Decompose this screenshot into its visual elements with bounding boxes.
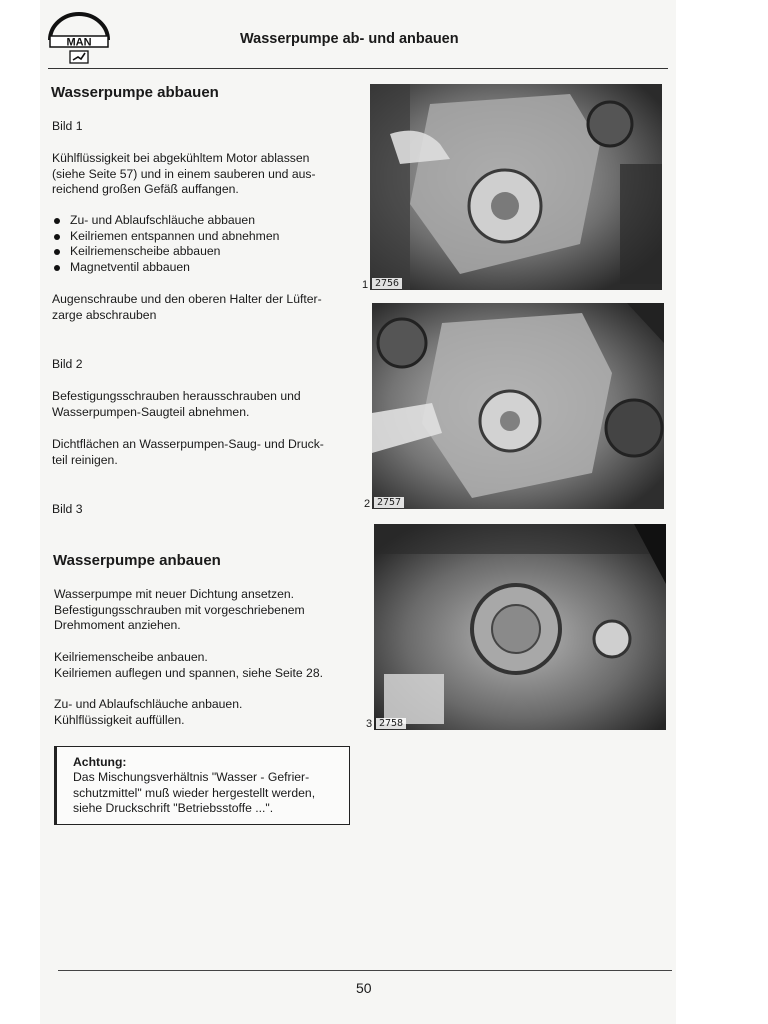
text-line: Keilriemen auflegen und spannen, siehe Seite 28. bbox=[54, 665, 323, 680]
warning-text bbox=[73, 770, 343, 817]
paragraph-hoses bbox=[54, 697, 354, 728]
engine-photo-3 bbox=[374, 524, 666, 730]
text-line: reichend großen Gefäß auffangen. bbox=[52, 182, 239, 196]
paragraph-clean-surfaces bbox=[52, 437, 352, 468]
text-line: siehe Druckschrift "Betriebsstoffe ...". bbox=[73, 801, 274, 815]
section-heading-install: Wasserpumpe anbauen bbox=[53, 552, 221, 569]
text-line: Dichtflächen an Wasserpumpen-Saug- und Druck- bbox=[52, 437, 324, 451]
text-line: Wasserpumpe mit neuer Dichtung ansetzen. bbox=[54, 587, 295, 601]
photo-code-2: 2757 bbox=[374, 497, 404, 508]
text-line: Augenschraube und den oberen Halter der Lüfter- bbox=[52, 292, 322, 306]
warning-title: Achtung: bbox=[73, 755, 127, 769]
text-line: Drehmoment anziehen. bbox=[54, 618, 181, 632]
photo-number-1: 1 bbox=[362, 279, 369, 291]
text-line: Befestigungsschrauben herausschrauben und bbox=[52, 389, 301, 403]
text-line: Befestigungsschrauben mit vorgeschriebenem bbox=[54, 602, 305, 617]
photo-code-1: 2756 bbox=[372, 278, 402, 289]
engine-photo-2-image bbox=[372, 303, 664, 509]
text-line: (siehe Seite 57) und in einem sauberen und aus- bbox=[52, 166, 316, 181]
text-line: Keilriemenscheibe anbauen. bbox=[54, 650, 208, 664]
list-item: Keilriemenscheibe abbauen bbox=[52, 244, 352, 260]
section-heading-remove: Wasserpumpe abbauen bbox=[51, 84, 219, 101]
list-item: Magnetventil abbauen bbox=[52, 260, 352, 276]
logo-lettering: MAN bbox=[66, 36, 92, 49]
engine-photo-1-image bbox=[370, 84, 662, 290]
engine-photo-1 bbox=[370, 84, 662, 290]
figure-ref-3: Bild 3 bbox=[52, 502, 83, 516]
man-logo bbox=[48, 10, 110, 64]
page-number: 50 bbox=[356, 980, 372, 996]
page-title: Wasserpumpe ab- und anbauen bbox=[240, 31, 459, 47]
header-divider bbox=[48, 68, 668, 69]
text-line: Kühlflüssigkeit bei abgekühltem Motor ablassen bbox=[52, 151, 310, 165]
paragraph-eye-bolt bbox=[52, 292, 352, 323]
paragraph-drain-coolant bbox=[52, 151, 352, 198]
figure-ref-1: Bild 1 bbox=[52, 119, 83, 133]
photo-number-2: 2 bbox=[364, 498, 371, 510]
text-line: zarge abschrauben bbox=[52, 307, 157, 322]
list-item: Zu- und Ablaufschläuche abbauen bbox=[52, 213, 352, 229]
removal-steps-list bbox=[52, 213, 352, 275]
warning-box bbox=[54, 746, 350, 825]
footer-divider bbox=[58, 970, 672, 971]
text-line: Das Mischungsverhältnis "Wasser - Gefrier- bbox=[73, 770, 310, 784]
text-line: Kühlflüssigkeit auffüllen. bbox=[54, 712, 185, 727]
text-line: teil reinigen. bbox=[52, 452, 118, 467]
paragraph-belt bbox=[54, 650, 354, 681]
figure-ref-2: Bild 2 bbox=[52, 357, 83, 371]
paragraph-attach-pump bbox=[54, 587, 354, 634]
photo-code-3: 2758 bbox=[376, 718, 406, 729]
paragraph-remove-screws bbox=[52, 389, 352, 420]
engine-photo-2 bbox=[372, 303, 664, 509]
text-line: schutzmittel" muß wieder hergestellt werden, bbox=[73, 785, 316, 800]
photo-number-3: 3 bbox=[366, 718, 373, 730]
text-line: Zu- und Ablaufschläuche anbauen. bbox=[54, 697, 243, 711]
engine-photo-3-image bbox=[374, 524, 666, 730]
list-item: Keilriemen entspannen und abnehmen bbox=[52, 229, 352, 245]
text-line: Wasserpumpen-Saugteil abnehmen. bbox=[52, 404, 250, 419]
